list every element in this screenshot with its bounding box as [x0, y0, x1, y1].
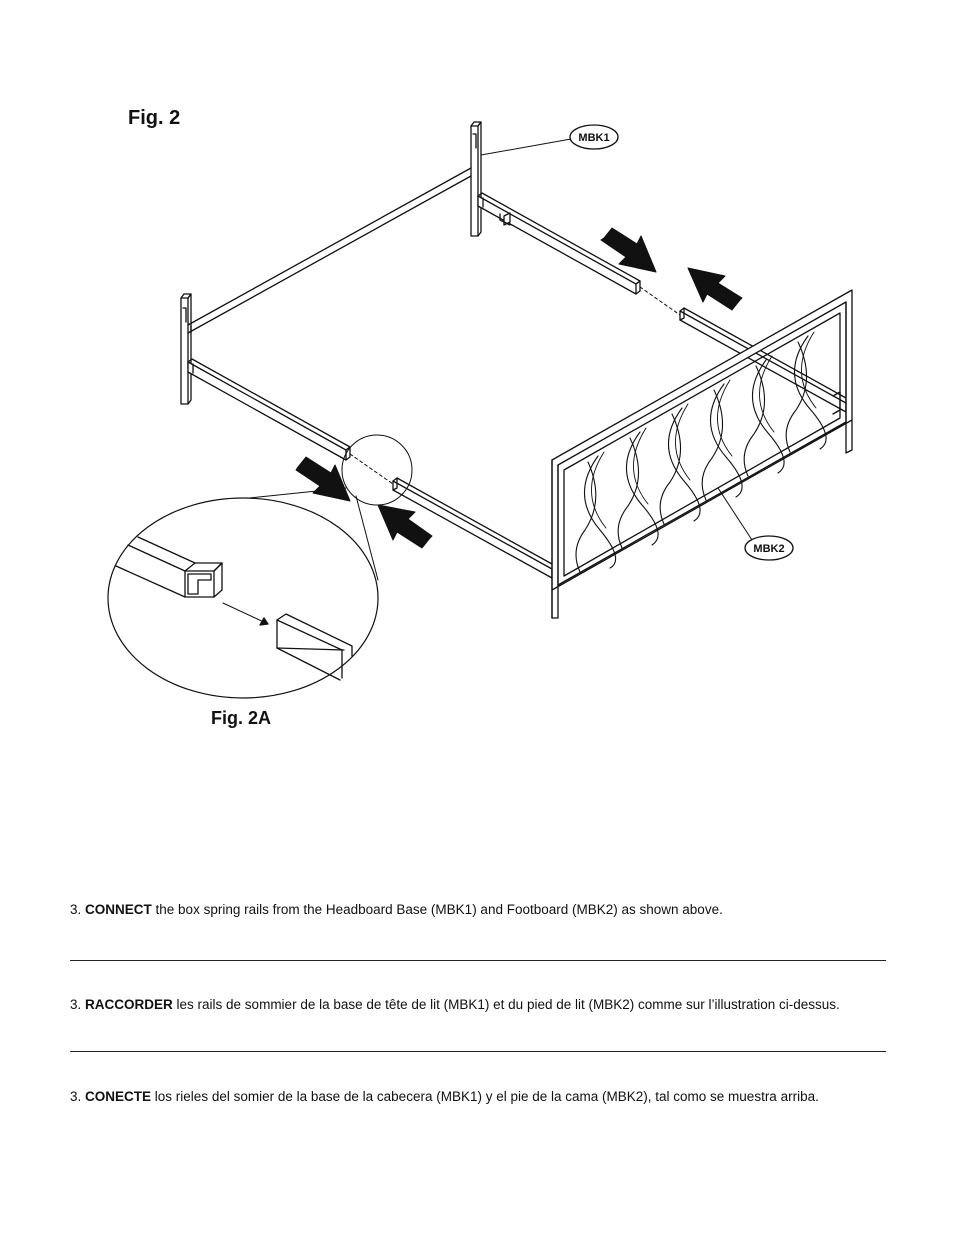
step-verb: RACCORDER: [85, 997, 173, 1012]
arrow-icon: [601, 228, 656, 272]
footboard: [552, 290, 852, 618]
instruction-french: [70, 996, 890, 1014]
arrow-icon: [296, 457, 350, 501]
step-verb: CONECTE: [85, 1089, 152, 1104]
step-number: 3.: [70, 997, 82, 1012]
step-text: the box spring rails from the Headboard Base (MBK1) and Footboard (MBK2) as shown above.: [151, 902, 723, 917]
figure-2a-title: Fig. 2A: [211, 708, 272, 728]
step-number: 3.: [70, 902, 82, 917]
arrow-icon: [688, 268, 742, 310]
arrow-icon: [378, 505, 432, 548]
divider: [70, 960, 886, 961]
step-verb: CONNECT: [85, 902, 152, 917]
mbk1-label: MBK1: [578, 132, 610, 144]
step-text: los rieles del somier de la base de la cabecera (MBK1) y el pie de la cama (MBK2), tal como se muestra arriba.: [151, 1089, 819, 1104]
detail-circle: [342, 435, 412, 505]
detail-magnified-view: [108, 498, 378, 698]
figure-2-title: Fig. 2: [128, 107, 181, 129]
divider: [70, 1051, 886, 1052]
step-text: les rails de sommier de la base de tête de lit (MBK1) et du pied de lit (MBK2) comme sur l’illustration ci-dessus.: [172, 997, 840, 1012]
headboard-crossbar: [188, 168, 471, 333]
headboard-right-post: [471, 122, 481, 236]
instruction-spanish: [70, 1088, 890, 1106]
instruction-english: [70, 901, 890, 919]
left-rail-from-headboard: [188, 359, 350, 460]
mbk2-label: MBK2: [753, 543, 785, 555]
headboard-left-post: [181, 294, 191, 404]
step-number: 3.: [70, 1089, 82, 1104]
